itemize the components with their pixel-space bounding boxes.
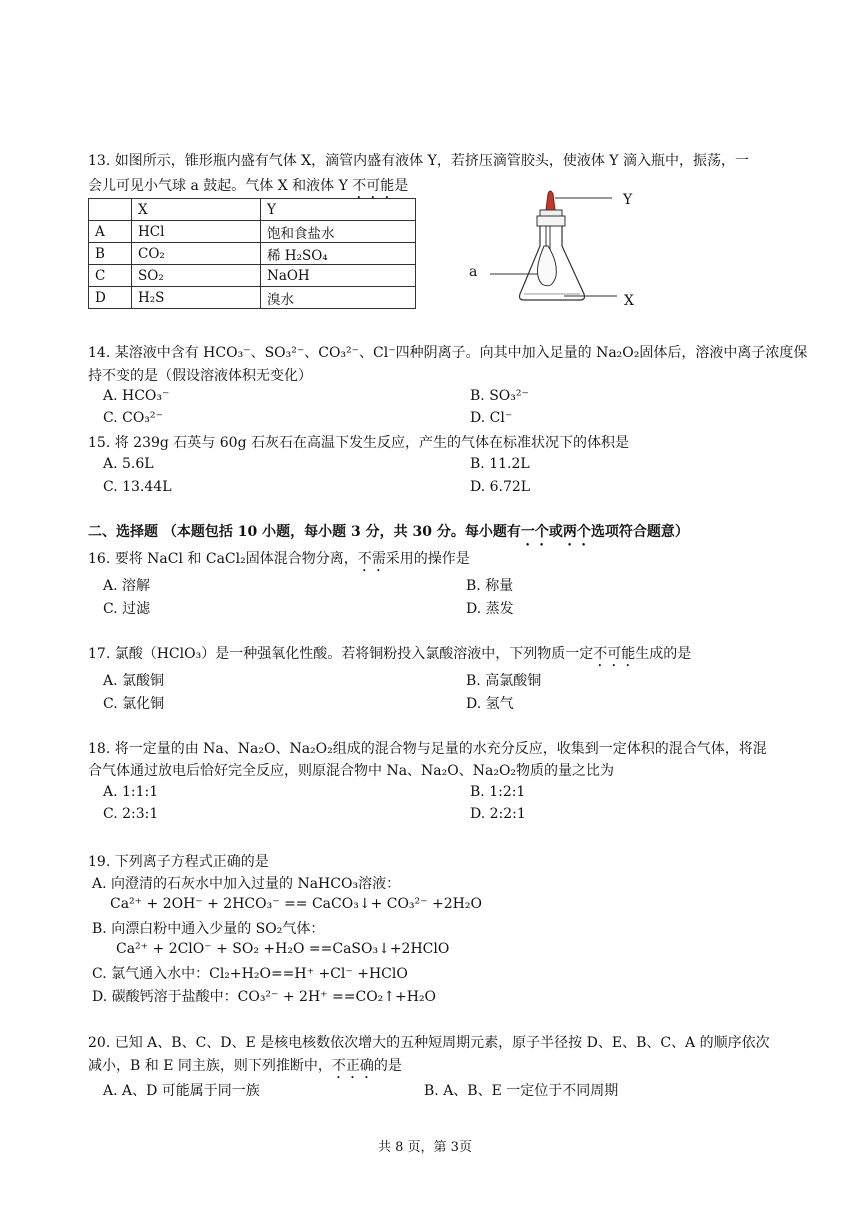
q17-option-b: B. 高氯酸铜 [466,673,542,689]
q19-option-a: A. 向澄清的石灰水中加入过量的 NaHCO₃溶液： [92,876,401,892]
table-row: A HCl 饱和食盐水 [89,221,416,243]
q15-option-c: C. 13.44L [103,479,172,495]
q15-option-b: B. 11.2L [470,456,530,472]
q13-table [88,198,416,309]
q19-stem: 19. 下列离子方程式正确的是 [88,854,269,870]
q14-option-a: A. HCO₃⁻ [103,388,170,404]
q14-stem-line1: 14. 某溶液中含有 HCO₃⁻、SO₃²⁻、CO₃²⁻、Cl⁻四种阴离子。向其中加入足量的 Na₂O₂固体后，溶液中离子浓度保 [88,345,808,361]
q13-stem-line1: 13. 如图所示，锥形瓶内盛有气体 X，滴管内盛有液体 Y，若挤压滴管胶头，使液体 Y 滴入瓶中，振荡，一 [88,153,749,169]
label-y: Y [623,192,633,208]
q20-stem-line2: 减小，B 和 E 同主族，则下列推断中，不正确的是 [88,1058,402,1074]
table-row: B CO₂ 稀 H₂SO₄ [89,243,416,265]
q15-stem: 15. 将 239g 石英与 60g 石灰石在高温下发生反应，产生的气体在标准状况下的体积是 [88,435,629,451]
page-footer: 共 8 页，第 3页 [378,1140,472,1155]
q18-option-c: C. 2:3:1 [103,806,159,822]
label-a: a [469,264,478,280]
section-heading: 二、选择题 （本题包括 10 小题，每小题 3 分，共 30 分。每小题有一个或两个选项符合题意） [88,524,689,540]
q14-option-c: C. CO₃²⁻ [103,410,163,426]
q13-stem-line2: 会儿可见小气球 a 鼓起。气体 X 和液体 Y 不可能是 [88,178,409,194]
q16-option-d: D. 蒸发 [466,601,514,617]
q19-option-c: C. 氯气通入水中：Cl₂+H₂O==H⁺ +Cl⁻ +HClO [92,966,408,982]
q17-option-c: C. 氯化铜 [103,696,165,712]
q13-emphasis: 不可能 [352,178,395,194]
q14-option-b: B. SO₃²⁻ [470,388,529,404]
q18-option-a: A. 1:1:1 [103,784,159,800]
q20-option-a: A. A、D 可能属于同一族 [103,1083,260,1099]
q20-option-b: B. A、B、E 一定位于不同周期 [424,1083,619,1099]
q15-option-a: A. 5.6L [103,456,154,472]
table-header-row: X Y [89,199,416,221]
q18-option-d: D. 2:2:1 [470,806,526,822]
q17-option-a: A. 氯酸铜 [103,673,165,689]
q19-equation-b: Ca²⁺ + 2ClO⁻ + SO₂ +H₂O ==CaSO₃↓+2HClO [116,941,450,957]
q19-option-b: B. 向漂白粉中通入少量的 SO₂气体： [92,921,325,937]
q16-option-a: A. 溶解 [103,578,151,594]
q19-equation-a: Ca²⁺ + 2OH⁻ + 2HCO₃⁻ == CaCO₃↓+ CO₃²⁻ +2H₂O [110,896,482,912]
q18-stem-line1: 18. 将一定量的由 Na、Na₂O、Na₂O₂组成的混合物与足量的水充分反应，收集到一定体积的混合气体，将混 [88,741,767,757]
table-row: C SO₂ NaOH [89,265,416,287]
q17-stem: 17. 氯酸（HClO₃）是一种强氧化性酸。若将铜粉投入氯酸溶液中，下列物质一定不可能生成的是 [88,646,692,662]
q16-stem: 16. 要将 NaCl 和 CaCl₂固体混合物分离，不需采用的操作是 [88,551,470,567]
q14-option-d: D. Cl⁻ [470,410,513,426]
q16-option-c: C. 过滤 [103,601,151,617]
q18-stem-line2: 合气体通过放电后恰好完全反应，则原混合物中 Na、Na₂O、Na₂O₂物质的量之比为 [88,763,615,779]
q20-stem-line1: 20. 已知 A、B、C、D、E 是核电核数依次增大的五种短周期元素，原子半径按 D、E、B、C、A 的顺序依次 [88,1035,770,1051]
q16-option-b: B. 称量 [466,578,514,594]
q17-option-d: D. 氢气 [466,696,514,712]
q19-option-d: D. 碳酸钙溶于盐酸中：CO₃²⁻ + 2H⁺ ==CO₂↑+H₂O [92,989,437,1005]
q14-stem-line2: 持不变的是（假设溶液体积无变化） [88,368,312,384]
q18-option-b: B. 1:2:1 [470,784,526,800]
table-row: D H₂S 溴水 [89,287,416,309]
q15-option-d: D. 6.72L [470,479,531,495]
label-x: X [624,293,634,309]
